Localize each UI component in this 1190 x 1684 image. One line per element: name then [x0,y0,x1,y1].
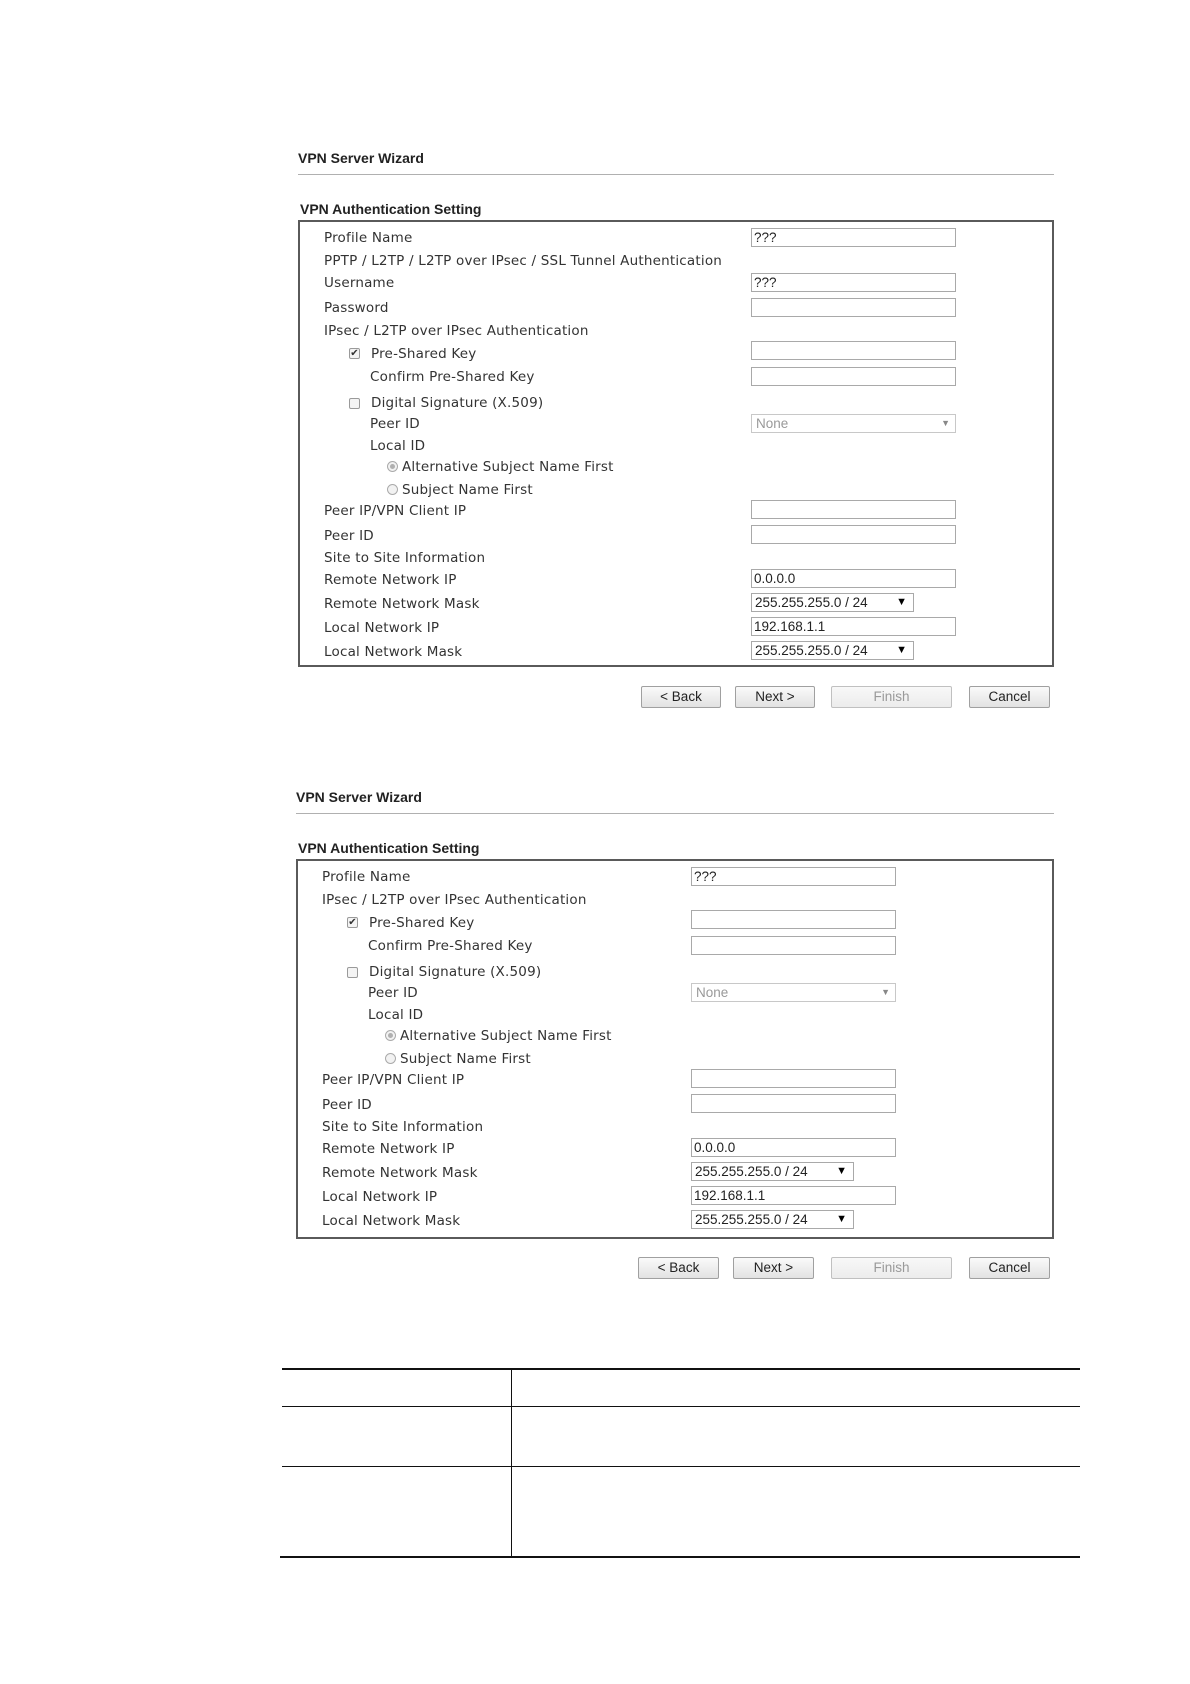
confirm-pre-shared-key-input[interactable] [691,936,896,955]
chevron-down-icon: ▼ [896,596,907,608]
site-to-site-heading: Site to Site Information [322,1119,484,1135]
profile-name-label: Profile Name [322,869,411,885]
remote-network-mask-select[interactable] [691,1162,854,1181]
local-network-mask-label: Local Network Mask [322,1213,461,1229]
profile-name-label: Profile Name [324,230,413,246]
remote-network-mask-value: 255.255.255.0 / 24 [755,595,868,610]
pptp-auth-heading: PPTP / L2TP / L2TP over IPsec / SSL Tunnel Authentication [324,253,723,269]
cancel-button[interactable]: Cancel [969,686,1050,708]
cancel-button[interactable]: Cancel [969,1257,1050,1279]
site-to-site-heading: Site to Site Information [324,550,486,566]
remote-network-mask-select[interactable] [751,593,914,612]
digital-signature-checkbox[interactable] [347,967,358,978]
table-row-divider [282,1466,1080,1467]
wizard-title: VPN Server Wizard [296,789,422,805]
local-network-mask-value: 255.255.255.0 / 24 [695,1212,808,1227]
confirm-pre-shared-key-input[interactable] [751,367,956,386]
chevron-down-icon: ▼ [836,1213,847,1225]
remote-network-mask-value: 255.255.255.0 / 24 [695,1164,808,1179]
remote-network-ip-input[interactable]: 0.0.0.0 [751,569,956,588]
confirm-pre-shared-key-label: Confirm Pre-Shared Key [370,369,535,385]
vpn-server-wizard-2 [296,789,1054,1289]
digital-signature-label: Digital Signature (X.509) [369,964,542,980]
local-network-mask-select[interactable] [751,641,914,660]
profile-name-input[interactable]: ??? [751,228,956,247]
subject-name-label: Subject Name First [402,482,533,498]
title-divider [296,813,1054,814]
local-network-mask-select[interactable] [691,1210,854,1229]
next-button[interactable]: Next > [733,1257,814,1279]
auth-settings-panel [298,220,1054,667]
chevron-down-icon: ▼ [941,418,950,428]
peer-id-label: Peer ID [324,528,374,544]
local-network-ip-input[interactable]: 192.168.1.1 [691,1186,896,1205]
local-id-label: Local ID [370,438,426,454]
alt-subject-name-label: Alternative Subject Name First [400,1028,612,1044]
ipsec-auth-heading: IPsec / L2TP over IPsec Authentication [324,323,589,339]
peer-id-label: Peer ID [322,1097,372,1113]
table-bottom-border [280,1556,1080,1558]
subject-name-radio[interactable] [387,484,398,495]
confirm-pre-shared-key-label: Confirm Pre-Shared Key [368,938,533,954]
username-label: Username [324,275,395,291]
remote-network-ip-label: Remote Network IP [324,572,457,588]
peer-id-select[interactable] [691,983,896,1002]
local-network-mask-value: 255.255.255.0 / 24 [755,643,868,658]
pre-shared-key-label: Pre-Shared Key [369,915,475,931]
peer-id-input[interactable] [691,1094,896,1113]
alt-subject-name-label: Alternative Subject Name First [402,459,614,475]
auth-settings-panel [296,859,1054,1239]
back-button[interactable]: < Back [638,1257,719,1279]
peer-id-select-value: None [696,985,729,1000]
vpn-server-wizard-1 [298,150,1054,740]
peer-ip-label: Peer IP/VPN Client IP [324,503,467,519]
username-input[interactable]: ??? [751,273,956,292]
password-input[interactable] [751,298,956,317]
digital-signature-label: Digital Signature (X.509) [371,395,544,411]
pre-shared-key-checkbox[interactable]: ✔ [350,348,359,359]
local-network-ip-label: Local Network IP [324,620,440,636]
chevron-down-icon: ▼ [881,987,890,997]
table-column-divider [511,1369,512,1557]
local-network-ip-label: Local Network IP [322,1189,438,1205]
peer-id-select[interactable] [751,414,956,433]
alt-subject-name-radio[interactable] [385,1030,396,1041]
local-id-label: Local ID [368,1007,424,1023]
subject-name-radio[interactable] [385,1053,396,1064]
local-network-mask-label: Local Network Mask [324,644,463,660]
pre-shared-key-input[interactable] [751,341,956,360]
table-header-divider [282,1406,1080,1407]
peer-id-input[interactable] [751,525,956,544]
local-network-ip-input[interactable]: 192.168.1.1 [751,617,956,636]
alt-subject-name-radio[interactable] [387,461,398,472]
password-label: Password [324,300,389,316]
digital-signature-checkbox[interactable] [349,398,360,409]
title-divider [298,174,1054,175]
ipsec-auth-heading: IPsec / L2TP over IPsec Authentication [322,892,587,908]
section-title: VPN Authentication Setting [298,840,480,856]
profile-name-input[interactable]: ??? [691,867,896,886]
section-title: VPN Authentication Setting [300,201,482,217]
peer-id-select-label: Peer ID [370,416,420,432]
pre-shared-key-label: Pre-Shared Key [371,346,477,362]
remote-network-mask-label: Remote Network Mask [324,596,480,612]
peer-ip-input[interactable] [751,500,956,519]
subject-name-label: Subject Name First [400,1051,531,1067]
finish-button[interactable]: Finish [831,686,952,708]
remote-network-mask-label: Remote Network Mask [322,1165,478,1181]
peer-id-select-value: None [756,416,789,431]
pre-shared-key-input[interactable] [691,910,896,929]
peer-ip-input[interactable] [691,1069,896,1088]
next-button[interactable]: Next > [735,686,815,708]
remote-network-ip-label: Remote Network IP [322,1141,455,1157]
pre-shared-key-checkbox[interactable]: ✔ [348,917,357,928]
remote-network-ip-input[interactable]: 0.0.0.0 [691,1138,896,1157]
finish-button[interactable]: Finish [831,1257,952,1279]
peer-ip-label: Peer IP/VPN Client IP [322,1072,465,1088]
wizard-title: VPN Server Wizard [298,150,424,166]
table-top-border [282,1368,1080,1370]
chevron-down-icon: ▼ [836,1165,847,1177]
peer-id-select-label: Peer ID [368,985,418,1001]
back-button[interactable]: < Back [641,686,721,708]
chevron-down-icon: ▼ [896,644,907,656]
